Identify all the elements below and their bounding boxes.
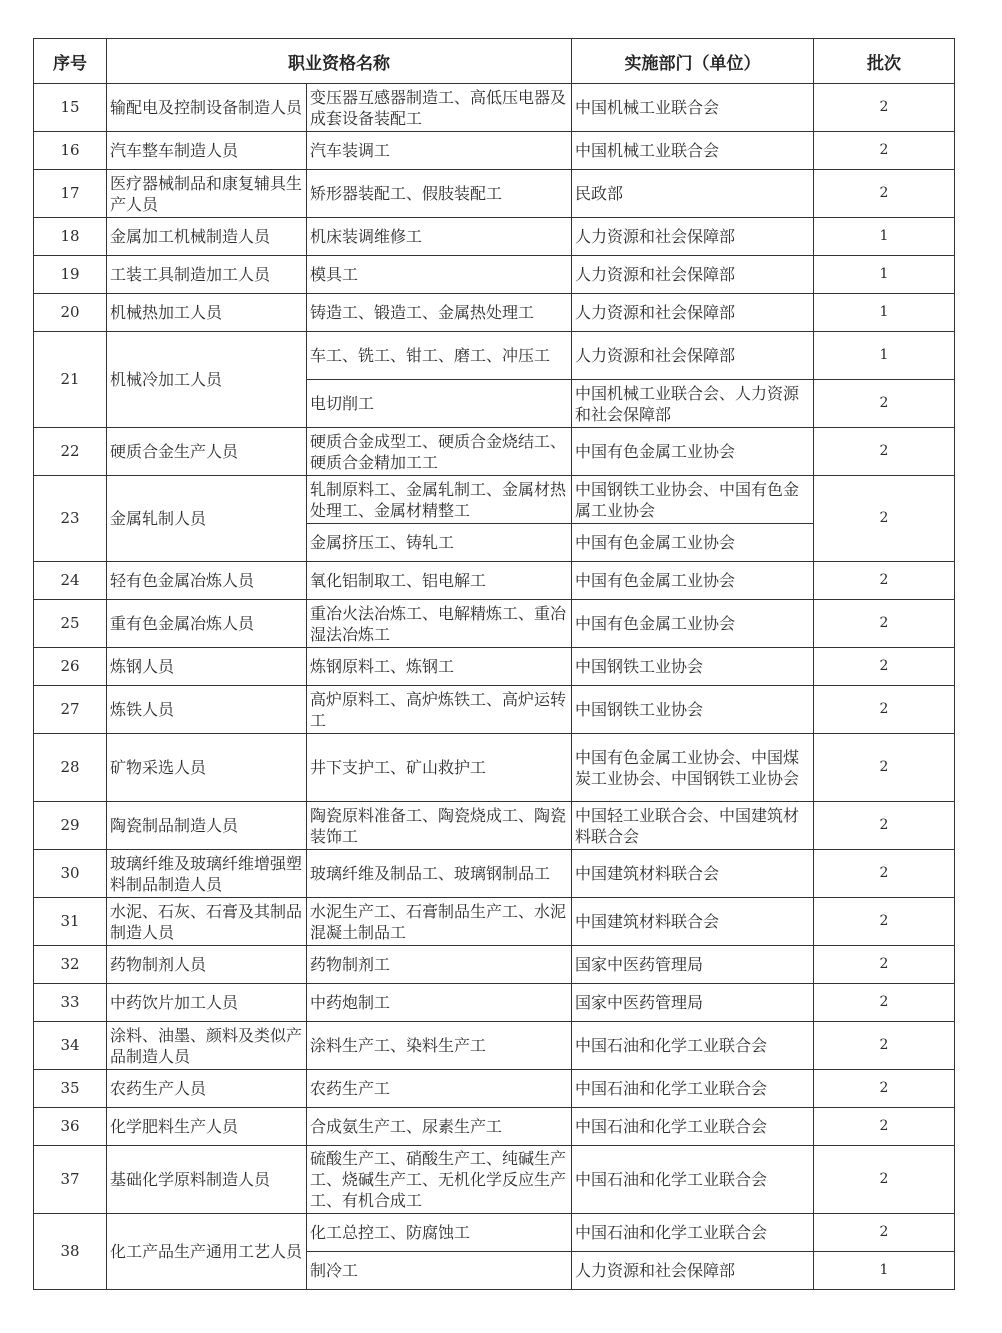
qualification-name: 硬质合金成型工、硬质合金烧结工、硬质合金精加工工 — [307, 428, 572, 476]
batch: 2 — [814, 428, 955, 476]
row-number: 21 — [34, 332, 107, 428]
table-row — [34, 984, 955, 1022]
occupation-category: 玻璃纤维及玻璃纤维增强塑料制品制造人员 — [107, 850, 307, 898]
occupation-category: 医疗器械制品和康复辅具生产人员 — [107, 170, 307, 218]
row-number: 26 — [34, 648, 107, 686]
batch: 2 — [814, 946, 955, 984]
table-row — [34, 802, 955, 850]
batch: 2 — [814, 648, 955, 686]
batch: 2 — [814, 600, 955, 648]
occupation-category: 化工产品生产通用工艺人员 — [107, 1214, 307, 1290]
table-row — [34, 84, 955, 132]
table-row — [34, 1022, 955, 1070]
row-number: 19 — [34, 256, 107, 294]
department: 中国石油和化学工业联合会 — [572, 1146, 814, 1214]
batch: 1 — [814, 256, 955, 294]
table-row — [34, 170, 955, 218]
batch: 2 — [814, 1146, 955, 1214]
occupation-category: 金属轧制人员 — [107, 476, 307, 562]
qualification-name: 炼钢原料工、炼钢工 — [307, 648, 572, 686]
qualification-name: 水泥生产工、石膏制品生产工、水泥混凝土制品工 — [307, 898, 572, 946]
qualification-name: 药物制剂工 — [307, 946, 572, 984]
batch: 2 — [814, 1108, 955, 1146]
table-row — [34, 1070, 955, 1108]
row-number: 23 — [34, 476, 107, 562]
department: 人力资源和社会保障部 — [572, 1252, 814, 1290]
occupation-category: 陶瓷制品制造人员 — [107, 802, 307, 850]
qualification-name: 铸造工、锻造工、金属热处理工 — [307, 294, 572, 332]
qualification-name: 重冶火法冶炼工、电解精炼工、重冶湿法冶炼工 — [307, 600, 572, 648]
department: 国家中医药管理局 — [572, 946, 814, 984]
qualification-name: 制冷工 — [307, 1252, 572, 1290]
occupation-category: 药物制剂人员 — [107, 946, 307, 984]
row-number: 29 — [34, 802, 107, 850]
table-row — [34, 850, 955, 898]
table-row — [34, 600, 955, 648]
table-row — [34, 946, 955, 984]
qualification-name: 涂料生产工、染料生产工 — [307, 1022, 572, 1070]
batch: 2 — [814, 802, 955, 850]
table-row — [34, 332, 955, 380]
qualification-name: 汽车装调工 — [307, 132, 572, 170]
table-row — [34, 132, 955, 170]
batch: 2 — [814, 1022, 955, 1070]
row-number: 22 — [34, 428, 107, 476]
batch: 1 — [814, 1252, 955, 1290]
occupation-category: 工装工具制造加工人员 — [107, 256, 307, 294]
occupation-category: 矿物采选人员 — [107, 734, 307, 802]
table-row — [34, 256, 955, 294]
department: 中国石油和化学工业联合会 — [572, 1070, 814, 1108]
department: 人力资源和社会保障部 — [572, 256, 814, 294]
department: 中国建筑材料联合会 — [572, 850, 814, 898]
batch: 2 — [814, 850, 955, 898]
batch: 2 — [814, 1214, 955, 1252]
qualification-name: 化工总控工、防腐蚀工 — [307, 1214, 572, 1252]
table-row — [34, 1146, 955, 1214]
department: 中国钢铁工业协会 — [572, 686, 814, 734]
row-number: 15 — [34, 84, 107, 132]
occupation-category: 水泥、石灰、石膏及其制品制造人员 — [107, 898, 307, 946]
row-number: 24 — [34, 562, 107, 600]
occupation-category: 农药生产人员 — [107, 1070, 307, 1108]
table-row — [34, 898, 955, 946]
header-row — [34, 39, 955, 84]
department: 人力资源和社会保障部 — [572, 294, 814, 332]
qualification-name: 氧化铝制取工、铝电解工 — [307, 562, 572, 600]
batch: 1 — [814, 294, 955, 332]
row-number: 27 — [34, 686, 107, 734]
occupation-category: 基础化学原料制造人员 — [107, 1146, 307, 1214]
row-number: 31 — [34, 898, 107, 946]
table-row — [34, 648, 955, 686]
qualification-name: 高炉原料工、高炉炼铁工、高炉运转工 — [307, 686, 572, 734]
qualification-name: 农药生产工 — [307, 1070, 572, 1108]
occupation-category: 涂料、油墨、颜料及类似产品制造人员 — [107, 1022, 307, 1070]
batch: 2 — [814, 380, 955, 428]
qualification-name: 模具工 — [307, 256, 572, 294]
row-number: 34 — [34, 1022, 107, 1070]
qualification-name: 电切削工 — [307, 380, 572, 428]
batch: 2 — [814, 132, 955, 170]
department: 人力资源和社会保障部 — [572, 218, 814, 256]
occupation-category: 重有色金属冶炼人员 — [107, 600, 307, 648]
row-number: 16 — [34, 132, 107, 170]
occupation-category: 输配电及控制设备制造人员 — [107, 84, 307, 132]
occupation-category: 硬质合金生产人员 — [107, 428, 307, 476]
qualification-name: 变压器互感器制造工、高低压电器及成套设备装配工 — [307, 84, 572, 132]
table-row — [34, 476, 955, 524]
batch: 2 — [814, 686, 955, 734]
department: 中国轻工业联合会、中国建筑材料联合会 — [572, 802, 814, 850]
department: 中国机械工业联合会、人力资源和社会保障部 — [572, 380, 814, 428]
batch: 2 — [814, 984, 955, 1022]
batch: 2 — [814, 734, 955, 802]
department: 中国有色金属工业协会 — [572, 562, 814, 600]
occupation-category: 金属加工机械制造人员 — [107, 218, 307, 256]
table-row — [34, 734, 955, 802]
row-number: 25 — [34, 600, 107, 648]
row-number: 33 — [34, 984, 107, 1022]
table-row — [34, 562, 955, 600]
row-number: 30 — [34, 850, 107, 898]
header-batch: 批次 — [814, 39, 955, 84]
batch: 1 — [814, 332, 955, 380]
department: 国家中医药管理局 — [572, 984, 814, 1022]
header-department: 实施部门（单位） — [572, 39, 814, 84]
row-number: 20 — [34, 294, 107, 332]
department: 中国钢铁工业协会 — [572, 648, 814, 686]
header-no: 序号 — [34, 39, 107, 84]
department: 人力资源和社会保障部 — [572, 332, 814, 380]
table-row — [34, 1108, 955, 1146]
qualification-name: 机床装调维修工 — [307, 218, 572, 256]
row-number: 35 — [34, 1070, 107, 1108]
qualification-name: 玻璃纤维及制品工、玻璃钢制品工 — [307, 850, 572, 898]
qualification-name: 硫酸生产工、硝酸生产工、纯碱生产工、烧碱生产工、无机化学反应生产工、有机合成工 — [307, 1146, 572, 1214]
table-row — [34, 218, 955, 256]
batch: 2 — [814, 898, 955, 946]
occupation-category: 机械热加工人员 — [107, 294, 307, 332]
department: 中国有色金属工业协会 — [572, 524, 814, 562]
qualification-name: 轧制原料工、金属轧制工、金属材热处理工、金属材精整工 — [307, 476, 572, 524]
qualification-name: 合成氨生产工、尿素生产工 — [307, 1108, 572, 1146]
row-number: 36 — [34, 1108, 107, 1146]
qualification-name: 车工、铣工、钳工、磨工、冲压工 — [307, 332, 572, 380]
department: 中国有色金属工业协会 — [572, 600, 814, 648]
qualification-name: 金属挤压工、铸轧工 — [307, 524, 572, 562]
occupation-category: 中药饮片加工人员 — [107, 984, 307, 1022]
table-row — [34, 428, 955, 476]
department: 中国钢铁工业协会、中国有色金属工业协会 — [572, 476, 814, 524]
table-row — [34, 1214, 955, 1252]
header-qualification-name: 职业资格名称 — [107, 39, 572, 84]
department: 民政部 — [572, 170, 814, 218]
table-row — [34, 686, 955, 734]
batch: 2 — [814, 84, 955, 132]
occupation-category: 轻有色金属冶炼人员 — [107, 562, 307, 600]
row-number: 38 — [34, 1214, 107, 1290]
occupation-category: 炼铁人员 — [107, 686, 307, 734]
qualification-name: 陶瓷原料准备工、陶瓷烧成工、陶瓷装饰工 — [307, 802, 572, 850]
department: 中国建筑材料联合会 — [572, 898, 814, 946]
occupation-category: 汽车整车制造人员 — [107, 132, 307, 170]
department: 中国石油和化学工业联合会 — [572, 1214, 814, 1252]
qualification-table — [33, 38, 955, 1290]
qualification-name: 矫形器装配工、假肢装配工 — [307, 170, 572, 218]
department: 中国石油和化学工业联合会 — [572, 1022, 814, 1070]
qualification-name: 中药炮制工 — [307, 984, 572, 1022]
department: 中国石油和化学工业联合会 — [572, 1108, 814, 1146]
occupation-category: 机械冷加工人员 — [107, 332, 307, 428]
department: 中国机械工业联合会 — [572, 84, 814, 132]
row-number: 17 — [34, 170, 107, 218]
department: 中国有色金属工业协会、中国煤炭工业协会、中国钢铁工业协会 — [572, 734, 814, 802]
occupation-category: 化学肥料生产人员 — [107, 1108, 307, 1146]
table-row — [34, 294, 955, 332]
row-number: 37 — [34, 1146, 107, 1214]
occupation-category: 炼钢人员 — [107, 648, 307, 686]
batch: 1 — [814, 218, 955, 256]
batch: 2 — [814, 562, 955, 600]
department: 中国机械工业联合会 — [572, 132, 814, 170]
row-number: 32 — [34, 946, 107, 984]
department: 中国有色金属工业协会 — [572, 428, 814, 476]
batch: 2 — [814, 1070, 955, 1108]
row-number: 28 — [34, 734, 107, 802]
batch: 2 — [814, 170, 955, 218]
batch: 2 — [814, 476, 955, 562]
qualification-name: 井下支护工、矿山救护工 — [307, 734, 572, 802]
row-number: 18 — [34, 218, 107, 256]
